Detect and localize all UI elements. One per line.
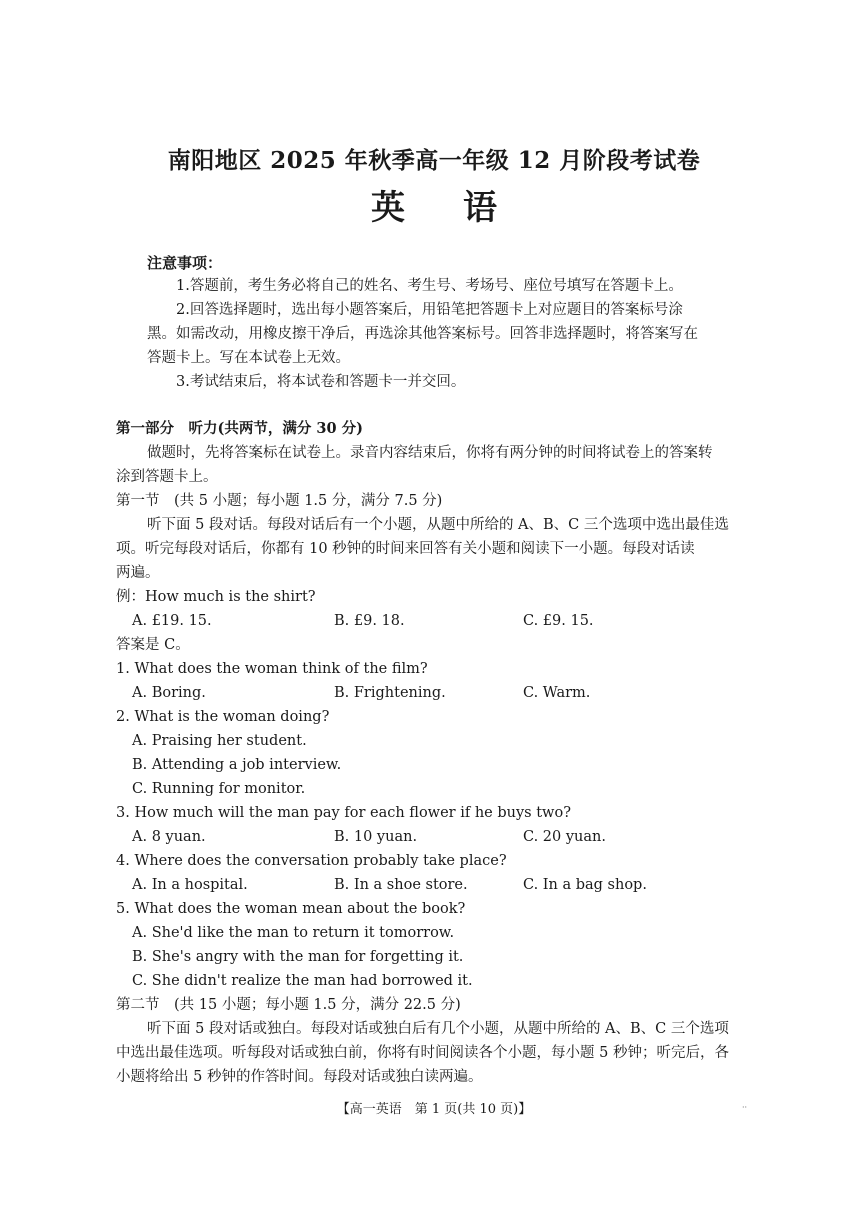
question-option: A. In a hospital. <box>132 877 248 893</box>
question-stem: 2. What is the woman doing? <box>116 709 330 725</box>
example-option: C. £9. 15. <box>523 613 594 629</box>
part1-intro: 涂到答题卡上。 <box>116 469 218 485</box>
example-answer: 答案是 C。 <box>116 637 190 653</box>
exam-title: 南阳地区 2025 年秋季高一年级 12 月阶段考试卷 <box>167 147 701 174</box>
question-option: B. Frightening. <box>334 685 446 701</box>
section1-instructions: 两遍。 <box>116 565 160 581</box>
section1-instructions: 项。听完每段对话后，你都有 10 秒钟的时间来回答有关小题和阅读下一小题。每段对话读 <box>116 541 695 557</box>
question-option: A. Praising her student. <box>132 733 307 749</box>
notice-item: 黑。如需改动，用橡皮擦干净后，再选涂其他答案标号。回答非选择题时，将答案写在 <box>147 326 698 342</box>
question-option: C. 20 yuan. <box>523 829 606 845</box>
notice-item: 2.回答选择题时，选出每小题答案后，用铅笔把答题卡上对应题目的答案标号涂 <box>176 302 683 318</box>
notice-item: 答题卡上。写在本试卷上无效。 <box>147 350 350 366</box>
question-stem: 3. How much will the man pay for each flower if he buys two? <box>116 805 571 821</box>
question-option: B. Attending a job interview. <box>132 757 342 773</box>
question-option: C. In a bag shop. <box>523 877 647 893</box>
question-option: A. 8 yuan. <box>132 829 206 845</box>
question-option: C. She didn't realize the man had borrowed it. <box>132 973 473 989</box>
part1-intro: 做题时，先将答案标在试卷上。录音内容结束后，你将有两分钟的时间将试卷上的答案转 <box>147 445 713 461</box>
example-option: A. £19. 15. <box>132 613 212 629</box>
subject-title: 英语 <box>371 188 555 228</box>
part1-heading: 第一部分 听力(共两节，满分 30 分) <box>116 420 363 437</box>
section1-instructions: 听下面 5 段对话。每段对话后有一个小题，从题中所给的 A、B、C 三个选项中选出最佳选 <box>147 517 729 533</box>
notice-item: 3.考试结束后，将本试卷和答题卡一并交回。 <box>176 374 466 390</box>
section2-heading: 第二节 (共 15 小题；每小题 1.5 分，满分 22.5 分) <box>116 997 461 1013</box>
question-stem: 1. What does the woman think of the film? <box>116 661 428 677</box>
question-option: A. She'd like the man to return it tomorrow. <box>132 925 455 941</box>
example-question: 例：How much is the shirt? <box>116 589 316 605</box>
section2-instructions: 小题将给出 5 秒钟的作答时间。每段对话或独白读两遍。 <box>116 1069 483 1085</box>
question-option: B. In a shoe store. <box>334 877 468 893</box>
section2-instructions: 听下面 5 段对话或独白。每段对话或独白后有几个小题，从题中所给的 A、B、C 三个选项 <box>147 1021 729 1037</box>
question-option: C. Running for monitor. <box>132 781 306 797</box>
notice-heading: 注意事项： <box>147 254 223 272</box>
question-option: B. 10 yuan. <box>334 829 418 845</box>
notice-item: 1.答题前，考生务必将自己的姓名、考生号、考场号、座位号填写在答题卡上。 <box>176 278 683 294</box>
section2-instructions: 中选出最佳选项。听每段对话或独白前，你将有时间阅读各个小题，每小题 5 秒钟；听完后，各 <box>116 1045 729 1061</box>
scan-mark: ·· <box>742 1103 748 1112</box>
example-option: B. £9. 18. <box>334 613 405 629</box>
question-option: B. She's angry with the man for forgetting it. <box>132 949 464 965</box>
question-stem: 5. What does the woman mean about the book? <box>116 901 466 917</box>
section1-heading: 第一节 (共 5 小题；每小题 1.5 分，满分 7.5 分) <box>116 493 443 509</box>
question-option: A. Boring. <box>132 685 206 701</box>
question-stem: 4. Where does the conversation probably take place? <box>116 853 507 869</box>
question-option: C. Warm. <box>523 685 591 701</box>
page-footer: 【高一英语 第 1 页(共 10 页)】 <box>336 1102 532 1117</box>
